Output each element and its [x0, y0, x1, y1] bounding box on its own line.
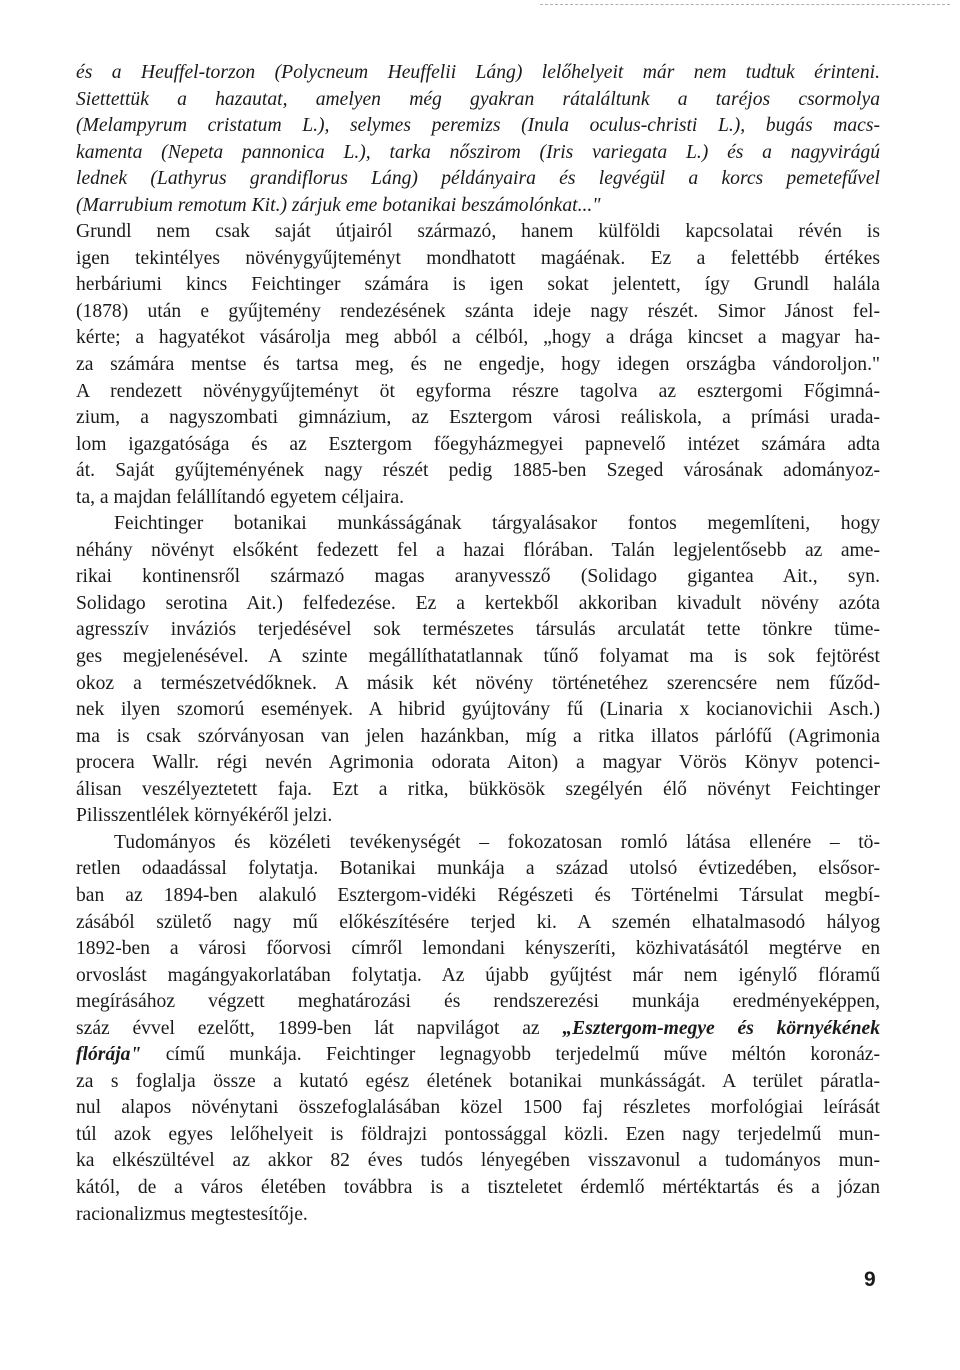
text-line: [76, 1016, 880, 1043]
text-line: (1878) után e gyűjtemény rendezésének szánta ideje nagy részét. Simor Jánost fel-: [76, 300, 880, 322]
text-line: álisan veszélyeztetett faja. Ezt a ritka, bükkösök szegélyén élő növényt Feichtinger: [76, 778, 880, 800]
text-line: és a Heuffel-torzon (Polycneum Heuffelii Láng) lelőhelyeit már nem tudtuk érinteni.: [76, 62, 880, 83]
text-line: túl azok egyes lelőhelyeit is földrajzi pontossággal közli. Ezen nagy terjedelmű mun-: [76, 1123, 880, 1145]
text-line: orvoslást magángyakorlatában folytatja. Az újabb gyűjtést már nem igénylő flóramű: [76, 964, 880, 986]
text-line: lom igazgatósága és az Esztergom főegyházmegyei papnevelő intézet számára adta: [76, 433, 880, 455]
text-line: agresszív inváziós terjedésével sok természetes társulás arculatát tette tönkre tüme-: [76, 619, 880, 641]
paragraph-botany: [76, 511, 880, 830]
text-line: megírásához végzett meghatározási és rendszerezési munkája eredményeképpen,: [76, 991, 880, 1013]
page-body: [76, 60, 880, 1228]
text-line: lednek (Lathyrus grandiflorus Láng) példányaira és legvégül a korcs pemetefűvel: [76, 168, 880, 190]
text-line: ban az 1894-ben alakuló Esztergom-vidéki Régészeti és Történelmi Társulat megbí-: [76, 884, 880, 906]
book-title: „Esztergom-megye és környékének: [562, 1017, 880, 1039]
text-line: A rendezett növénygyűjteményt öt egyforma részre tagolva az esztergomi Főgimná-: [76, 380, 880, 402]
text-line: Solidago serotina Ait.) felfedezése. Ez a kertekből akkoriban kivadult növény azóta: [76, 592, 880, 614]
text-line: zium, a nagyszombati gimnázium, az Esztergom városi reáliskola, a prímási urada-: [76, 407, 880, 429]
text-line: retlen odaadással folytatja. Botanikai munkája a század utolsó évtizedében, elsősor-: [76, 858, 880, 880]
text-line: ma is csak szórványosan van jelen hazánkban, míg a ritka illatos párlófű (Agrimonia: [76, 725, 880, 747]
text-line: nul alapos növénytani összefoglalásában közel 1500 faj részletes morfológiai leírását: [76, 1097, 880, 1119]
text-line: Tudományos és közéleti tevékenységét – fokozatosan romló látása ellenére – tö-: [114, 831, 880, 853]
quote-paragraph: [76, 60, 880, 219]
text-fragment: című munkája. Feichtinger legnagyobb terjedelmű műve méltón koronáz-: [141, 1044, 880, 1066]
book-title: flórája": [76, 1044, 142, 1066]
text-line: Grundl nem csak saját útjairól származó, hanem külföldi kapcsolatai révén is: [76, 221, 880, 243]
text-line: ta, a majdan felállítandó egyetem céljaira.: [76, 486, 405, 508]
text-line: nek ilyen szomorú események. A hibrid gyújtovány fű (Linaria x kocianovichii Asch.): [76, 699, 880, 721]
text-line: igen tekintélyes növénygyűjteményt mondhatott magáénak. Ez a felettébb értékes: [76, 247, 880, 269]
text-line: (Melampyrum cristatum L.), selymes peremizs (Inula oculus-christi L.), bugás macs-: [76, 115, 880, 137]
text-line: za s foglalja össze a kutató egész életének botanikai munkásságát. A terület páratla-: [76, 1070, 880, 1092]
text-line: [76, 1042, 880, 1069]
text-line: Feichtinger botanikai munkásságának tárgyalásakor fontos megemlíteni, hogy: [114, 513, 880, 535]
text-line: rikai kontinensről származó magas aranyvessző (Solidago gigantea Ait., syn.: [76, 566, 880, 588]
paragraph-career: [76, 830, 880, 1228]
text-line: át. Saját gyűjteményének nagy részét pedig 1885-ben Szeged városának adományoz-: [76, 460, 880, 482]
text-line: (Marrubium remotum Kit.) zárjuk eme botanikai beszámolónkat...": [76, 194, 601, 216]
text-line: 1892-ben a városi főorvosi címről lemondani kényszeríti, közhivatásától megtérve en: [76, 938, 880, 960]
text-line: Siettettük a hazautat, amelyen még gyakran rátaláltunk a taréjos csormolya: [76, 88, 880, 110]
text-line: za számára mentse és tartsa meg, és ne engedje, hogy idegen országba vándoroljon.": [76, 354, 880, 376]
text-line: okoz a természetvédőknek. A másik két növény történetéhez szerencsére nem fűződ-: [76, 672, 880, 694]
text-line: ges megjelenésével. A szinte megállíthatatlannak tűnő folyamat ma is sok fejtörést: [76, 646, 880, 668]
text-line: Pilisszentlélek környékéről jelzi.: [76, 805, 333, 827]
page-number: 9: [864, 1268, 876, 1291]
text-line: kamenta (Nepeta pannonica L.), tarka nőszirom (Iris variegata L.) és a nagyvirágú: [76, 141, 880, 163]
text-line: kérte; a hagyatékot vásárolja meg abból a célból, „hogy a drága kincset a magyar ha-: [76, 327, 880, 349]
text-line: zásából születő nagy mű előkészítésére terjed ki. A szemén elhatalmasodó hályog: [76, 911, 880, 933]
top-scan-line: [540, 4, 950, 6]
text-line: herbáriumi kincs Feichtinger számára is igen sokat jelentett, így Grundl halála: [76, 274, 880, 296]
text-line: kától, de a város életében továbbra is a tiszteletet érdemlő mértéktartás és a józan: [76, 1176, 880, 1198]
text-fragment: száz évvel ezelőtt, 1899-ben lát napvilágot az: [76, 1017, 563, 1039]
paragraph-grundl: [76, 219, 880, 511]
text-line: racionalizmus megtestesítője.: [76, 1203, 308, 1225]
text-line: procera Wallr. régi nevén Agrimonia odorata Aiton) a magyar Vörös Könyv potenci-: [76, 752, 880, 774]
text-line: ka elkészültével az akkor 82 éves tudós lényegében visszavonul a tudományos mun-: [76, 1150, 880, 1172]
text-line: néhány növényt elsőként fedezett fel a hazai flórában. Talán legjelentősebb az ame-: [76, 539, 880, 561]
